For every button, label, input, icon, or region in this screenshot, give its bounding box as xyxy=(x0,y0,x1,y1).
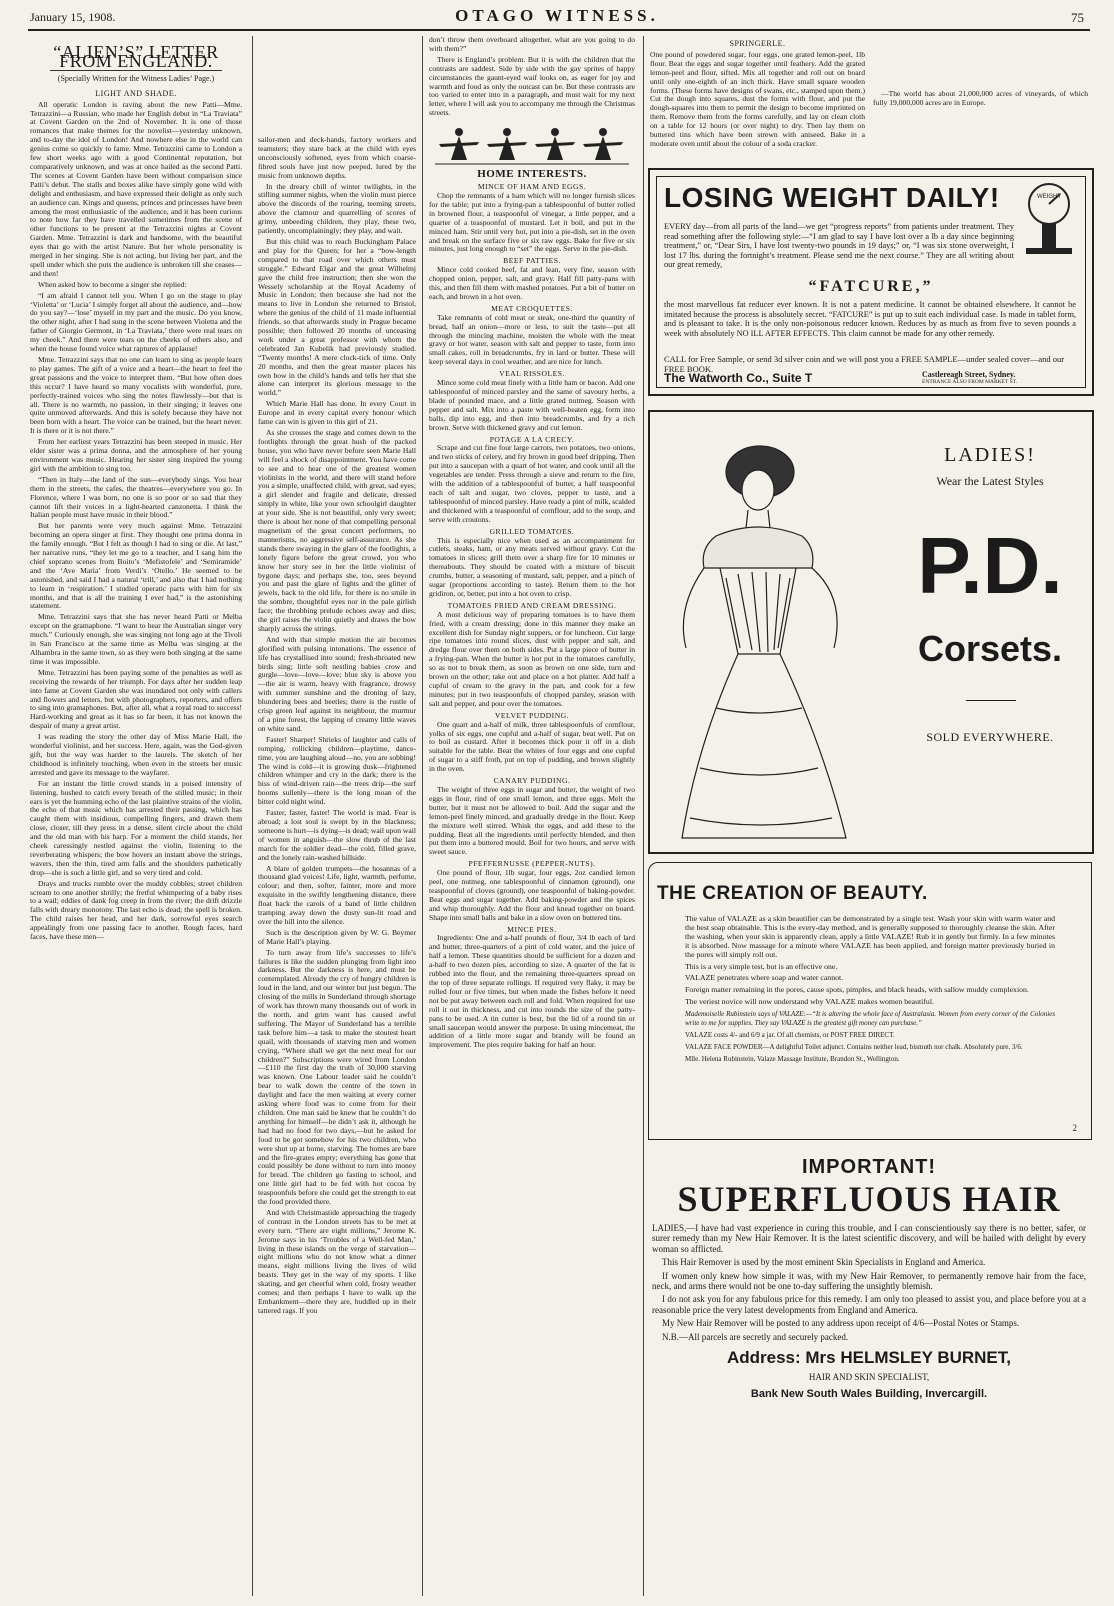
ad-latest-styles: Wear the Latest Styles xyxy=(936,474,1044,488)
article-column-2 xyxy=(258,136,416,1596)
recipe-title: CANARY PUDDING. xyxy=(493,776,571,786)
recipe-title: PFEFFERNUSSE (PEPPER-NUTS). xyxy=(468,859,596,869)
paragraph: And with Christmastide approaching the tragedy of contrast in the London streets has to be met at every turn. “There are eight millions,” Jerome K. Jerome says in his ‘Troubles of a Well-fed Man,’ living in these islands on the verge of starvation—eight millions who do not know what a dinner means, eight millions living the lives of wild beasts. They get in the way of my sports. I like skating, and get cheerful when cold, frosty weather comes; and then perhaps I have to walk up the Embankment—there they are, huddled up in their tattered rags. If you xyxy=(258,1207,416,1315)
valaze-line: Mlle. Helena Rubinstein, Valaze Massage Institute, Brandon St., Wellington. xyxy=(685,1054,900,1063)
scale-label: WEIGHT xyxy=(1037,194,1061,200)
ad-note: N.B.—All parcels are secretly and securely packed. xyxy=(662,1331,849,1342)
company-address: Castlereagh Street, Sydney. xyxy=(922,370,1016,379)
article-body-continued xyxy=(258,136,416,1316)
ad-body: LADIES,—I have had vast experience in curing this trouble, and I can conscientiously say there is no better, safer, or surer remedy than my New Hair Remover. It is the latest scientific discovery, and will be hailed with delight by every woman so afflicted. xyxy=(652,1223,1086,1254)
paragraph: But her parents were very much against Mme. Tetrazzini becoming an opera singer at first. They thought one prima donna in the family enough. “But I felt as though I had to sing or die. At last,” her narrative runs, “they let me go to a teacher, and I sang him the chief soprano scenes from Boito’s ‘Mefistofele’ and ‘Semiramide’ and the ‘Ave Maria’ from Verdi’s ‘Otello.’ He seemed to be astonished, and said I had a natural ‘trill,’ and also that I had nothing to learn in ‘respiration.’ I studied operatic parts with him for six months, and that is all the training I ever had,” is the astonishing statement. xyxy=(30,521,242,611)
paragraph: From her earliest years Tetrazzini has been steeped in music. Her elder sister was a prima donna, and the atmosphere of her young environment was music. Hearing her sister sing inspired the young girl with the ambition to sing too. xyxy=(30,437,242,473)
recipe-body: Mince cold cooked beef, fat and lean, very fine, season with chopped onion, pepper, salt, and gravy. Half fill patty-pans with this, and then fill them with mashed potatoes. Put a bit of butter on each, and brown in a hot oven. xyxy=(429,265,635,301)
paragraph: A blare of golden trumpets—the hosannas of a thousand glad voices! Life, light, warmth, perfume, colour; and then, softer, fainter, more and more exquisite in the swiftly lengthening distance, there float back the carols of a band of little children tramping away down the dusty sun-lit road and over the hill into the silence. xyxy=(258,863,416,926)
valaze-line: VALAZE FACE POWDER—A delightful Toilet adjunct. Contains neither lead, bismuth nor chalk. Absolutely pure. 3/6. xyxy=(685,1042,1023,1051)
ad-headline: THE CREATION OF BEAUTY. xyxy=(657,883,928,904)
recipes-list xyxy=(429,183,635,1050)
ornament-rule xyxy=(966,700,1016,701)
valaze-copy xyxy=(685,915,1055,1067)
paragraph: Faster, faster, faster! The world is mad. Fear is abroad; a lost soul is swept by in the blackness; someone is hurt—is dying—is dead; wail upon wail of women in anguish—the slow thrub of the last march for the soldier dead—the cold, filled grave, and the lonely rain-washed hillside. xyxy=(258,808,416,862)
recipe-title: SPRINGERLE. xyxy=(729,39,786,48)
recipe-body: One pound of flour, 1lb sugar, four eggs, 2oz candied lemon peel, one nutmeg, one tablespoonful of cinnamon (ground), one teaspoonful of cloves (ground), one teaspoonful of baking-powder. Beat eggs and sugar together. Add baking-powder and the spices and whip thoroughly. Add the flour and knead together on board. Shape into small balls and bake in a slow oven on buttered tins. xyxy=(429,868,635,922)
recipe-body: The weight of three eggs in sugar and butter, the weight of two eggs in flour, rind of one small lemon, and three eggs. Melt the butter, but it must not be allowed to boil. Add the sugar and the lemon-peel finely minced, and gradually dredge in the flour. Keep the mixture well stirred. Whisk the eggs, and add these to the pudding. Beat all the ingredients until perfectly blended, and then put them into a buttered mould. Boil for two hours, and serve with sweet sauce. xyxy=(429,784,635,857)
corsets-brand: P.D. xyxy=(917,521,1063,610)
recipe-body: Mince some cold meat finely with a little ham or bacon. Add one tablespoonful of minced parsley and the same of savoury herbs, a blade of pounded mace, and a little grated nutmeg. Season with pepper and salt. Mix into a paste with well-beaten egg, form into balls, dip into egg, and then into breadcrumbs, and fry a rich brown. Serve with thickened gravy and cut lemon. xyxy=(429,378,635,432)
recipe-title: GRILLED TOMATOES. xyxy=(489,526,575,536)
valaze-advertisement xyxy=(648,862,1092,1140)
paragraph: I was reading the story the other day of Miss Marie Hall, the wonderful violinist, and her success. Here, again, was the God-given gift, but the way was harder to the laurels. The sketch of her childhood is infinitely touching, when even in the streets her music arrested and gave its message to the wayfarer. xyxy=(30,732,242,777)
valaze-line: VALAZE penetrates where soap and water cannot. xyxy=(685,973,844,983)
ad-building: Bank New South Wales Building, Invercargill. xyxy=(750,1388,988,1401)
recipe-body: Chop the remnants of a ham which will no longer furnish slices for the table; put into a frying-pan a tablespoonful of butter rolled in browned flour, a teaspoonful of vinegar, a little pepper, and a quarter of a teaspoonful of mustard. Let it boil, and put in the minced ham. Stir until very hot, put into a pie-dish, set in the oven and break on the surface five or six raw eggs. Bake for five or six minutes, just long enough to “set” the eggs. Serve in the pie-dish. xyxy=(429,190,635,254)
recipe-title: MEAT CROQUETTES. xyxy=(491,303,573,313)
ad-body-4: I do not ask you for any fabulous price for this remedy. I am only too pleased to assist you, and place before you at a reasonable price the very latest developments from England and America. xyxy=(652,1294,1086,1315)
paragraph: sailor-men and deck-hands, factory workers and teamsters; they stare back at the child with eyes unconsciously softened, eyes from which coarse-fibred souls have just now peeped, lured by the music from unknown depths. xyxy=(258,136,416,180)
company-name: The Watworth Co., Suite T xyxy=(664,371,813,385)
paragraph: For an instant the little crowd stands in a poised intensity of listening, hushed to catch every breath of the stilled music; in their ears is yet the humming echo of the last plaintive strains of the violin, the echo of that music which has arrested their passing, which has caught them with insidious, compelling fingers, and drawn them close, closer, till they press in a dense, silent circle about the child and the old man with his harp. For a moment the child stands, her cheek caressingly nestled against the violin, listening to the reverberating whispers; the bow hovers an instant above the strings, wavers, then the thin, tired arm falls and the shoulders pathetically drop—she is such a little girl, and so very tired and cold. xyxy=(30,778,242,877)
recipe-title: MINCE PIES. xyxy=(507,924,557,934)
paragraph: Faster! Sharper! Shrieks of laughter and calls of romping, rollicking children—playtime, dance-time, you are laughing aloud—no, you are sobbing! The wind is cold—it is growing dusk—frightened children whimper and cry in the dark; there is the hiss of wind-driven rain—the trees drip—the surf booms sullenly—there is the long moan of the bitter cold night wind. xyxy=(258,734,416,807)
ad-role: HAIR AND SKIN SPECIALIST, xyxy=(808,1372,930,1383)
company-address-2: ENTRANCE ALSO FROM MARKET ST. xyxy=(922,379,1017,385)
paragraph: As she crosses the stage and comes down to the footlights through the great hush of the packed house, you who have never before seen Marie Hall will feel a shock of disappointment. You have come to see and to hear one of the greatest women violinists in the world, and there will stand before you a simple, unaffected child, with great, sad eyes; a girl slender and fragile and delicate, dressed simply in white, like your own schoolgirl daughter at your side. She is not beautiful, only very sweet; there is about her none of that compelling personal magnetism of the great concert performers, no mannerisms, no aggressive self-assurance. As she stands there swaying in the glare of the footlights, a lonely figure before the great crowd, you who know her story see in her the little violinist of bygone days; and perhaps she, too, sees beyond you and past the glare of lights and the glitter of jewels, back to the old life, for there is no smile in the sombre, thoughtful eyes nor in the pale girlish face; the throbbing prelude echoes away and dies; the girl raises the violin quietly and draws the bow sharply across the strings. xyxy=(258,428,416,633)
article-body xyxy=(30,101,242,942)
column-rule xyxy=(252,36,253,1596)
valaze-line: Mademoiselle Rubinstein says of VALAZE:—“It is altering the whole face of Australasia. Women from every corner of the Colonies write to me for supplies. They say VALAZE is the greatest gift money can purchase.” xyxy=(685,1010,1055,1028)
paragraph: But this child was to reach Buckingham Palace and play for the Queen; for her a “bow-length compared to that road over which others must struggle.” Edward Elgar and the great Wilhelmj gave the child free instruction; then she won the Wessely scholarship at the Royal Academy of Music in London; then because she had not the means to live in London she returned to Bristol, where the genius of the child of 11 made influential friends, so that afterwards study in Prague became possible; then followed 20 months of unceasing work under a great professor with whom the celebrated Jan Kubelik had previously studied. “Twenty months! A mere clock-tick of time. Only 20 months, and then the great master places his own bow in the child’s hands and tells her that she alone can interpret its glorious message to the world.” xyxy=(258,236,416,398)
springerle-recipe xyxy=(650,36,1088,158)
paragraph: There is England’s problem. But it is with the children that the contrasts are saddest. Side by side with the gay sprites of happy circumstances the gaunt-eyed waif looks on, as eager for joy and warmth and food as only the outcast can be. But these contrasts are too varied to enter into in a paragraph, and must wait for my next letter, where I will ask you to accompany me through the Christmas streets. xyxy=(429,54,635,118)
ad-headline: SUPERFLUOUS HAIR xyxy=(677,1179,1061,1219)
home-interests-heading: HOME INTERESTS. xyxy=(477,168,587,181)
valaze-line: Foreign matter remaining in the pores, cause spots, pimples, and black heads, with sallow muddy complexion. xyxy=(685,985,1029,995)
masthead: OTAGO WITNESS. xyxy=(455,6,659,25)
recipe-body: Ingredients: One and a-half pounds of flour, 3/4 lb each of lard and butter, three-quarters of a pint of cold water, and the juice of half a lemon. These quantities should be sufficient for a dozen and a-half to two dozen pies, according to size. A quarter of the fat is rubbed into the flour, and the remaining three-quarters spread on the top of three separate rollings. If required very flaky, it may be rolled four or five times, but when made the fishes before it need not be put away between each roll and fold. When required for use roll it out in thickness, and cut into rounds the size of the patty-pans to be used. A tin cutter is best, but the lid of a round tin or small saucepan would answer the purpose. In using mincemeat, the addition of a little more sugar and brandy will be found an improvement. The pies require baking for half an hour. xyxy=(429,933,635,1050)
recipe-title: MINCE OF HAM AND EGGS. xyxy=(477,182,587,192)
valaze-line: This is a very simple test, but is an effective one. xyxy=(685,961,838,971)
column-rule xyxy=(422,36,423,1596)
paragraph: To turn away from life’s successes to life’s failures is like the sudden plunging from light into darkness. But the darkness is here, and must be contemplated. Already the cry of hungry children is loud in the land, and our winter but just begun. The closing of the mills in Sunderland through shortage of work has thrown many thousands out of work in the north, and grim want has caused awful suffering. The Mayor of Sunderland has a terrible task before him—a task to make the stoutest heart quail, with thousands of starving men and women crying, “Where shall we get the next meal for our children?” Subscriptions were wired from London—£110 the first day the truth of 30,000 starving was known. One Labour leader said he couldn’t bear to walk down the centre of the town in daylight and face the men waiting at every corner asking where food was to come from for their children. One man said he knew that he couldn’t do anything for himself—he didn’t ask it, although he had had no food for two days,—but he asked for food to be got somehow for his two children, who were shut up at home, starving. The homes are bare and the fire-grates empty; everything has gone that could possibly be done without to turn into money for bread. The children go fasting to school, and one little girl had to be fed with hot cocoa by teaspoonfuls before she could get the strength to eat the food provided there. xyxy=(258,947,416,1207)
issue-date: January 15, 1908. xyxy=(30,10,116,24)
valaze-line: The value of VALAZE as a skin beautifier can be demonstrated by a single test. Wash your skin with warm water and the best soap obtainable. This is the every-day method, and is generally supposed to thoroughly cleanse the skin. After the washing, when your skin is apparently clean, apply a little VALAZE! Rub it in gently but firmly. In a few minutes it is absorbed. Now massage for a minute where VALAZE has been applied, and foreign matter previously buried in the pores will simply roll out. xyxy=(685,914,1055,959)
ad-body-2: This Hair Remover is used by the most eminent Skin Specialists in England and America. xyxy=(662,1257,986,1268)
paragraph: Mme. Tetrazzini says that she has never heard Patti or Melba except on the gramaphone. “I want to hear the Australian singer very much.” Curiously enough, she was singing not long ago at the Tivoli in San Francisco at the same time as Melba was singing at the Alhambra in the same town, so as they were both singing at the same time it was impossible. xyxy=(30,612,242,666)
recipe-body: This is especially nice when used as an accompaniment for cutlets, steaks, ham, or any meats served without gravy. Cut the tomatoes in slices; grill them over a sharp fire for 10 minutes or thereabouts. They should be coated with a mixture of biscuit crumbs, butter, a seasoning of mustard, salt, pepper, and a pinch of sugar (proportions according to taste). Return them to the hot gridiron, or, better, put into a hot oven to crisp. xyxy=(429,535,635,598)
ad-body-2: the most marvellous fat reducer ever known. It is not a patent medicine. It cannot be obtained elsewhere. It cannot be imitated because the process is absolutely secret. “FATCURE” is put up to suit each individual case. Is made in tablet form, and is pleasant to take. It is the only non-poisonous reducer known. Reduces by as much as from five to seven pounds a week with absolutely NO ILL AFTER EFFECTS. This claim cannot be made for any other remedy. xyxy=(664,300,1076,338)
ad-headline: LOSING WEIGHT DAILY! xyxy=(664,182,1000,213)
valaze-line: VALAZE costs 4/- and 6/9 a jar. Of all chemists, or POST FREE DIRECT. xyxy=(685,1030,895,1039)
recipe-body: Take remnants of cold meat or steak, one-third the quantity of bread, half an onion—more or less, to suit the taste—put all through the mincing machine, moisten the whole with the meat gravy or hot water, season with salt and pepper to taste, form into small cakes, roll in breadcrumbs, fry in lard or butter. These will keep several days in cool weather, and are nice for lunch. xyxy=(429,312,635,367)
paragraph: Mme. Tetrazzini has been paying some of the penalties as well as receiving the rewards of her triumph. For days after her sudden leap into fame at Covent Garden she was inundated not only with callers and flowers and letters, but with photographers, reporters, and offers to sing into gramaphones. But, after all, what a royal road to success! Hard-working and great as it has so far been, it has not known the despair of many a great artist. xyxy=(30,667,242,731)
important-heading: IMPORTANT! xyxy=(801,1156,937,1178)
paragraph: “Then in Italy—the land of the sun—everybody sings. You hear them in the streets, the cafes, the theatres—everywhere you go. In Florence, where I was born, no one is so poor or so sad that they cannot lift their voices in a light-hearted canzonetta. I think the Italian people must have music in their blood.” xyxy=(30,474,242,520)
ad-body-3: If women only knew how simple it was, with my New Hair Remover, to permanently remove hair from the face, neck, and arms there would not be one to-day suffering the unsightly blemish. xyxy=(652,1270,1086,1292)
paragraph: Mme. Tetrazzini says that no one can learn to sing as people learn to play games. The gift of a voice and a heart—the heart to feel the great passions and the voice to interpret them. “But how often does this occur? I have heard so many vocalists with wonderful, pure, perfectly-trained voices who sing the notes flawlessly—but that is all. There is no warmth, no passion, in their singing; it leaves one quite unmoved afterwards. And this is solely because they have not been born with a heart. The voice can be trained, but the heart never. It is there or it is not there.” xyxy=(30,355,242,436)
ad-footnote: 2 xyxy=(1072,1123,1077,1133)
recipe-title: VEAL RISSOLES. xyxy=(499,369,565,379)
ad-address: Address: Mrs HELMSLEY BURNET, xyxy=(726,1348,1011,1368)
paragraph: Such is the description given by W. G. Beymer of Marie Hall’s playing. xyxy=(258,927,416,946)
recipe-body: A most delicious way of preparing tomatoes is to have them fried, with a cream dressing; done in this manner they make an excellent dish for Sunday night suppers, or for luncheon. Cut large ripe tomatoes into round slices, dust with pepper and salt, and dredge flour over them on both sides. Put a large piece of butter in a frying-pan. When the butter is hot put in the tomatoes carefully, so as not to break them, as soon as brown on one side, turn and brown on the other; take out and place on a hot platter. Add half a cupful of cream to the gravy in the pan, and cook for a few minutes; put in two teaspoonfuls of chopped parsley, season with salt and pepper, and pour over the tomatoes. xyxy=(429,609,635,708)
hair-remover-advertisement xyxy=(648,1150,1090,1594)
section-heading: LIGHT AND SHADE. xyxy=(95,88,177,98)
recipe-title: POTAGE A LA CRECY. xyxy=(489,434,575,444)
article-ending xyxy=(429,36,635,118)
weighing-scale-illustration xyxy=(1016,180,1082,260)
ad-body-5: My New Hair Remover will be posted to any address upon receipt of 4/6—Postal Notes or Stamps. xyxy=(662,1318,1020,1329)
corsets-advertisement xyxy=(648,410,1094,854)
paragraph: Drays and trucks rumble over the muddy cobbles; street children scream to one another shrilly; the fretful whimpering of a baby rises to a wail; eddies of dank fog creep in from the river; the drift drizzle falls with dreary monotony. The last echo is dead; the spell is broken. The child raises her head, and her dark, sorrowful eyes search appealingly from one passing face to another. Rough faces, hard faces, have these men— xyxy=(30,878,242,942)
recipe-title: VELVET PUDDING. xyxy=(494,710,570,720)
paragraph: All operatic London is raving about the new Patti—Mme. Tetrazzini—a Russian, who made her English debut in “La Traviata” at Covent Garden on the 2nd of November. It is one of those romances that make themes for the novelist—yesterday unknown, and to-day the idol of London! And nowhere else in the world can genius come so quickly to fame. Mme. Tetrazzini came to London a few short weeks ago with a good Continental reputation, but comparatively unknown, and was at once hailed as the second Patti. The scenes at Covent Garden have been without comparison since Patti’s debut. The stalls and boxes alike have simply gone wild with delight and enthusiasm, and have expressed their delight as only such an audience can. Kings and queens, princes and princesses have been among the most enthusiastic of the audience, and it has been curious to note how far they have travelled sometimes from the scene of other functions to be present at the Tetrazzini nights at Covent Garden. Mme. Tetrazzini is dark and handsome, with the beautiful eyes that go with the artist Nature. But her whole personality is merged in her singing. She is not acting, but living her part, and the spell under which she puts the audience is unbroken till she ceases—and then! xyxy=(30,99,242,278)
vineyard-note: —The world has about 21,000,000 acres of vineyards, of which fully 19,000,000 acres are in Europe. xyxy=(873,89,1088,107)
recipe-title: BEEF PATTIES. xyxy=(503,256,561,266)
paragraph: And with that simple motion the air becomes glorified with pulsing intonations. The essence of life has crystallised into sound; fresh-throated new birds sing; little soft nestling babies crow and gurgle—love—love—love; blue sky is above you—the air is warm, heavy with fragrance, drowsy with summer sunshine and the droning of lazy, blundering bees and beetles; there is the rustle of crisp green leaf against its neighbour, the murmur of a pine forest, the lapping of creamy little waves on white sand. xyxy=(258,634,416,733)
valaze-line: The veriest novice will now understand why VALAZE makes women beautiful. xyxy=(685,997,934,1007)
ad-body: EVERY day—from all parts of the land—we get “progress reports” from patients under treatment. They read something after the following style:—“I am glad to say I have lost over a lb a day since beginning treatment,” or, “Dear Sirs, I have lost twenty-two pounds in 19 days;” or, “I was six stone overweight, I lost 17 lbs. during the fortnight’s treatment. Please send me the next course.” They are all writing about our great remedy, xyxy=(664,222,1014,270)
article-column-1 xyxy=(30,42,242,1596)
recipe-body: Scrape and cut fine four large carrots, two potatoes, two onions, and two sticks of celery, and fry brown in good beef dripping. Then put into a saucepan with a quart of hot water, and cook until all the vegetables are tender. Press through a sieve and return to the fire, with the addition of a tablespoonful of butter, a half teaspoonful each of salt and sugar, two cloves, pepper to taste, and a tablespoonful of minced parsley. Have ready a pint of milk, scalded and thickened with a teaspoonful of cornflour, add to the soup, and serve with croutons. xyxy=(429,443,635,524)
fatcure-product-name: “FATCURE,” xyxy=(808,278,934,295)
paragraph: Which Marie Hall has done. In every Court in Europe and in every capital every honour which fame can win is given to this girl of 21. xyxy=(258,399,416,427)
paragraph: don’t throw them overboard altogether, what are you going to do with them?” xyxy=(429,36,635,53)
corset-lady-illustration xyxy=(656,418,892,844)
paragraph: In the dreary chill of winter twilights, in the stifling summer nights, when the violin must pierce above the discords of the roaring, teeming streets, above the clamour and quarrelling of scores of grimy, unbeeding children, they play, these two, patiently, uncomplainingly; they play, and wait. xyxy=(258,181,416,236)
paragraph: “I am afraid I cannot tell you. When I go on the stage to play ‘Violetta’ or ‘Lucia’ I simply forget all about the audience, and—how do you say?—‘lose’ myself in my part and the music. Do you know, the other night, after I had sung in the scene between Violetta and the father of Giorgio Germont, in ‘La Traviata,’ there were real tears on my cheek.” And there were tears on the cheeks of others also, and when the house found voice what raptures of applause! xyxy=(30,290,242,354)
article-subtitle: (Specially Written for the Witness Ladies’ Page.) xyxy=(57,73,215,83)
free-sample-offer: CALL for Free Sample, or send 3d silver coin and we will post you a FREE SAMPLE—under sealed cover—and our FREE BOOK. xyxy=(664,354,1065,374)
page-number: 75 xyxy=(1071,10,1084,25)
article-title: “ALIEN’S” LETTER FROM ENGLAND. xyxy=(53,42,219,71)
paragraph: When asked how to become a singer she replied: xyxy=(38,279,187,289)
corsets-product: Corsets. xyxy=(917,628,1063,669)
fatcure-advertisement xyxy=(648,168,1094,396)
recipe-title: TOMATOES FRIED AND CREAM DRESSING. xyxy=(447,600,617,610)
header-rule xyxy=(28,29,1090,31)
recipe-body: One quart and a-half of milk, three tablespoonfuls of cornflour, yolks of six eggs, one cupful and a-half of sugar, beat well. Put on to boil as custard. After it becomes thick pour it off in a dish suitable for the table. Beat the whites of four eggs and one cupful of sugar to a stiff froth, put on top of pudding, and brown slightly in the oven. xyxy=(429,719,635,774)
recipe-body: One pound of powdered sugar, four eggs, one grated lemon-peel, 1lb flour. Beat the eggs and sugar together until feathery. Add the grated lemon-peel and flour, sifted. Mix all together and roll out on board until only one-eighth of an inch thick. Have small square wooden forms. (These forms have designs of swans, etc., stamped upon them.) Cut the dough into squares, dust the forms with flour, and put the dough-squares into them to permit the design to become imprinted on them. Remove them from the forms carefully, and lay on clean cloth on a table for 12 hours (or over night) to dry. Then lay them on buttered tins which have been strewn with aniseed. Bake in a moderate oven until about the colour of a soda cracker. xyxy=(650,49,865,148)
ad-ladies-heading: LADIES! xyxy=(944,444,1036,466)
home-interests-column xyxy=(429,36,635,1596)
sold-everywhere: SOLD EVERYWHERE. xyxy=(926,730,1054,744)
column-rule xyxy=(643,36,644,1596)
